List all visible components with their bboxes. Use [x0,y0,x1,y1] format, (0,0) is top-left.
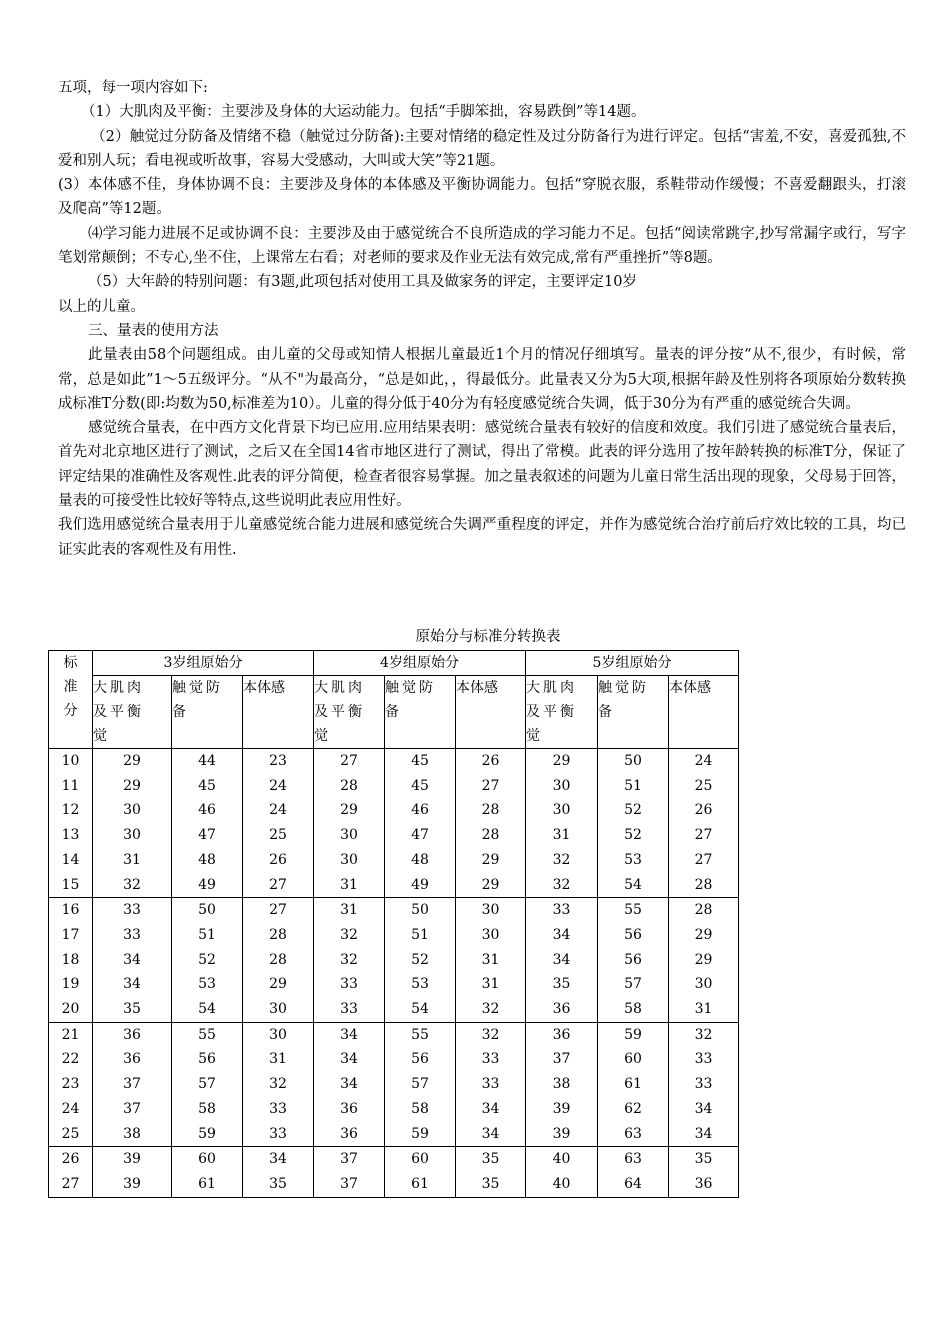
standard-score-cell [49,749,93,898]
table-cell-value: 36 [123,1026,141,1043]
paragraph-application: 感觉统合量表，在中西方文化背景下均已应用.应用结果表明：感觉统合量表有较好的信度和效度。我们引进了感觉统合量表后，首先对北京地区进行了测试，之后又在全国14省市地区进行了测试，得出了常模。此表的评分选用了按年龄转换的标准T分，保证了评定结果的准确性及客观性.此表的评分简便，检查者很容易掌握。加之量表叙述的问题为儿童日常生活出现的现象，父母易于回答，量表的可接受性比较好等特点,这些说明此表应用性好。 [58,420,906,510]
table-cell-value: 33 [694,1051,713,1068]
table-cell-value: 33 [123,926,141,943]
table-cell-value: 55 [198,1026,216,1043]
table-cell-value: 36 [123,1051,141,1068]
header-group-3yr: 3岁组原始分 [93,651,314,676]
subheader-tactile-defense [172,676,243,749]
table-cell-value: 39 [552,1100,571,1117]
table-cell-value: 54 [624,876,642,893]
table-cell-value: 32 [340,951,358,968]
header-standard-line: 分 [63,703,78,719]
table-cell-value: 32 [269,1076,287,1093]
table-cell-value: 29 [481,876,500,893]
table-cell-value: 12 [61,802,80,819]
table-cell-value: 35 [123,1001,141,1018]
conversion-table [48,650,739,1198]
subheader-line: 大肌肉 [314,680,365,696]
table-cell-value: 23 [269,753,287,769]
raw-score-cell [93,749,172,898]
table-block-row [49,898,739,1023]
table-cell-value: 55 [411,1026,429,1043]
table-cell-value: 29 [269,976,287,993]
table-cell-value: 60 [198,1151,216,1168]
table-cell-value: 25 [694,777,713,794]
table-cell-value: 26 [61,1151,80,1168]
paragraph-item-2: （2）触觉过分防备及情绪不稳（触觉过分防备):主要对情绪的稳定性及过分防备行为进行评定。包括“害羞,不安，喜爱孤独,不爱和别人玩；看电视或听故事，容易大受感动，大叫或大笑”等21题。 [58,128,906,169]
table-cell-value: 56 [411,1051,429,1068]
table-cell-value: 33 [340,976,358,993]
table-cell-value: 40 [552,1175,571,1192]
table-cell-value: 31 [694,1001,713,1018]
table-cell-value: 50 [624,753,642,769]
table-cell-value: 29 [340,802,358,819]
raw-score-cell [456,1022,526,1147]
subheader-gross-motor [314,676,385,749]
table-cell-value: 35 [552,976,571,993]
table-cell-value: 59 [624,1026,642,1043]
table-cell-value: 58 [624,1001,642,1018]
table-cell-value: 47 [411,827,429,844]
table-cell-value: 39 [123,1175,141,1192]
table-cell-value: 40 [552,1151,571,1168]
header-standard-line: 标 [63,655,78,671]
subheader-line: 觉 [314,728,331,744]
raw-score-cell [598,749,669,898]
table-cell-value: 13 [61,827,80,844]
raw-score-cell [243,1147,314,1197]
raw-score-cell [526,749,598,898]
table-cell-value: 35 [269,1175,287,1192]
table-cell-value: 33 [481,1076,500,1093]
raw-score-cell [385,1147,456,1197]
table-cell-value: 64 [624,1175,642,1192]
raw-score-cell [526,1147,598,1197]
table-cell-value: 27 [340,753,358,769]
table-cell-value: 36 [340,1100,358,1117]
table-cell-value: 29 [123,753,141,769]
table-cell-value: 24 [269,802,287,819]
raw-score-cell [456,749,526,898]
table-cell-value: 52 [624,802,642,819]
table-cell-value: 45 [198,777,216,794]
raw-score-cell [456,898,526,1023]
raw-score-cell [314,749,385,898]
subheader-line: 触觉防 [172,680,223,696]
table-cell-value: 30 [269,1001,287,1018]
table-cell-value: 36 [552,1001,571,1018]
raw-score-cell [314,898,385,1023]
table-cell-value: 36 [340,1125,358,1142]
table-cell-value: 10 [61,753,80,769]
subheader-line: 备 [172,704,189,720]
table-cell-value: 34 [481,1125,500,1142]
raw-score-cell [93,1147,172,1197]
raw-score-cell [172,898,243,1023]
raw-score-cell [598,1022,669,1147]
table-cell-value: 51 [411,926,429,943]
table-cell-value: 33 [552,902,571,919]
table-cell-value: 39 [123,1151,141,1168]
table-cell-value: 46 [411,802,429,819]
subheader-line: 本体感 [669,680,711,696]
table-cell-value: 28 [340,777,358,794]
table-cell-value: 56 [624,951,642,968]
table-cell-value: 30 [694,976,713,993]
header-standard-score [49,651,93,749]
table-cell-value: 61 [198,1175,216,1192]
subheader-line: 触觉防 [598,680,649,696]
table-cell-value: 34 [694,1125,713,1142]
header-group-5yr: 5岁组原始分 [526,651,739,676]
raw-score-cell [526,898,598,1023]
table-cell-value: 34 [340,1026,358,1043]
table-cell-value: 27 [269,876,287,893]
raw-score-cell [456,1147,526,1197]
table-cell-value: 29 [694,951,713,968]
subheader-proprioception [456,676,526,749]
table-cell-value: 37 [340,1175,358,1192]
table-cell-value: 27 [481,777,500,794]
table-cell-value: 29 [552,753,571,769]
table-cell-value: 51 [624,777,642,794]
raw-score-cell [243,749,314,898]
table-cell-value: 58 [198,1100,216,1117]
table-cell-value: 59 [198,1125,216,1142]
table-cell-value: 33 [123,902,141,919]
table-cell-value: 52 [198,951,216,968]
subheader-proprioception [669,676,739,749]
table-cell-value: 22 [61,1051,80,1068]
table-cell-value: 51 [198,926,216,943]
table-cell-value: 28 [269,926,287,943]
table-cell-value: 49 [411,876,429,893]
table-cell-value: 24 [61,1100,80,1117]
raw-score-cell [526,1022,598,1147]
table-cell-value: 25 [61,1125,80,1142]
raw-score-cell [385,749,456,898]
header-row-groups [49,651,739,676]
paragraph-item-3: (3）本体感不佳，身体协调不良：主要涉及身体的本体感及平衡协调能力。包括“穿脱衣服，系鞋带动作缓慢；不喜爱翻跟头，打滚及爬高”等12题。 [58,177,906,218]
standard-score-cell [49,1022,93,1147]
table-cell-value: 18 [61,951,80,968]
table-cell-value: 27 [694,827,713,844]
subheader-line: 及平衡 [93,704,144,720]
table-cell-value: 62 [624,1100,642,1117]
table-cell-value: 49 [198,876,216,893]
table-cell-value: 28 [481,802,500,819]
table-cell-value: 50 [198,902,216,919]
table-cell-value: 56 [198,1051,216,1068]
subheader-line: 及平衡 [314,704,365,720]
header-row-subscales [49,676,739,749]
table-cell-value: 52 [411,951,429,968]
subheader-line: 备 [385,704,402,720]
table-cell-value: 61 [411,1175,429,1192]
table-cell-value: 29 [123,777,141,794]
table-cell-value: 33 [269,1125,287,1142]
header-group-4yr: 4岁组原始分 [314,651,526,676]
table-cell-value: 60 [624,1051,642,1068]
table-cell-value: 34 [340,1051,358,1068]
table-cell-value: 26 [694,802,713,819]
table-cell-value: 28 [481,827,500,844]
table-cell-value: 28 [269,951,287,968]
table-cell-value: 47 [198,827,216,844]
table-cell-value: 33 [269,1100,287,1117]
table-cell-value: 35 [694,1151,713,1168]
table-cell-value: 46 [198,802,216,819]
table-cell-value: 24 [694,753,713,769]
table-cell-value: 37 [123,1100,141,1117]
raw-score-cell [385,898,456,1023]
section-heading: 三、量表的使用方法 [88,322,219,339]
table-cell-value: 30 [481,902,500,919]
raw-score-cell [314,1022,385,1147]
subheader-gross-motor [93,676,172,749]
table-cell-value: 32 [340,926,358,943]
table-cell-value: 30 [340,827,358,844]
table-cell-value: 44 [198,753,216,769]
document-page [58,76,906,1192]
table-cell-value: 29 [481,851,500,868]
raw-score-cell [172,1022,243,1147]
table-cell-value: 32 [481,1026,500,1043]
table-cell-value: 30 [340,851,358,868]
table-cell-value: 30 [552,777,571,794]
table-cell-value: 31 [123,851,141,868]
table-cell-value: 20 [61,1001,80,1018]
table-cell-value: 53 [624,851,642,868]
table-cell-value: 61 [624,1076,642,1093]
raw-score-cell [669,749,739,898]
table-cell-value: 30 [269,1026,287,1043]
table-cell-value: 31 [269,1051,287,1068]
raw-score-cell [669,1147,739,1197]
table-cell-value: 19 [61,976,80,993]
table-cell-value: 11 [61,777,80,794]
paragraph-item-4: ⑷学习能力进展不足或协调不良：主要涉及由于感觉统合不良所造成的学习能力不足。包括“阅读常跳字,抄写常漏字或行，写字笔划常颠倒；不专心,坐不住，上课常左右看；对老师的要求及作业无法有效完成,常有严重挫折”等8题。 [58,225,906,267]
table-cell-value: 36 [552,1026,571,1043]
standard-score-cell [49,1147,93,1197]
subheader-line: 本体感 [243,680,285,696]
table-cell-value: 57 [624,976,642,993]
paragraph-item-5: （5）大年龄的特别问题：有3题,此项包括对使用工具及做家务的评定，主要评定10岁 [88,274,638,291]
table-cell-value: 31 [481,976,500,993]
raw-score-cell [243,898,314,1023]
subheader-line: 触觉防 [385,680,436,696]
table-cell-value: 56 [624,926,642,943]
raw-score-cell [93,898,172,1023]
table-cell-value: 27 [269,902,287,919]
table-cell-value: 32 [123,876,141,893]
table-block-row [49,749,739,898]
table-cell-value: 34 [481,1100,500,1117]
table-cell-value: 31 [481,951,500,968]
subheader-gross-motor [526,676,598,749]
table-cell-value: 27 [694,851,713,868]
table-cell-value: 48 [411,851,429,868]
table-cell-value: 28 [694,876,713,893]
table-cell-value: 14 [61,851,80,868]
table-caption: 原始分与标准分转换表 [415,629,561,645]
subheader-proprioception [243,676,314,749]
subheader-line: 及平衡 [526,704,577,720]
table-cell-value: 30 [552,802,571,819]
table-cell-value: 34 [269,1151,287,1168]
table-cell-value: 31 [340,902,358,919]
table-cell-value: 17 [61,926,80,943]
table-cell-value: 55 [624,902,642,919]
table-cell-value: 15 [61,876,80,893]
raw-score-cell [669,1022,739,1147]
table-cell-value: 36 [694,1175,713,1192]
table-cell-value: 48 [198,851,216,868]
table-cell-value: 52 [624,827,642,844]
table-cell-value: 30 [481,926,500,943]
table-cell-value: 31 [552,827,571,844]
raw-score-cell [172,1147,243,1197]
table-cell-value: 26 [269,851,287,868]
table-cell-value: 39 [552,1125,571,1142]
table-cell-value: 34 [123,951,141,968]
table-cell-value: 38 [552,1076,571,1093]
table-cell-value: 34 [552,951,571,968]
table-cell-value: 53 [411,976,429,993]
table-cell-value: 34 [694,1100,713,1117]
raw-score-cell [669,898,739,1023]
table-cell-value: 37 [340,1151,358,1168]
table-cell-value: 54 [198,1001,216,1018]
table-cell-value: 32 [694,1026,713,1043]
table-block-row [49,1147,739,1197]
table-cell-value: 45 [411,753,429,769]
raw-score-cell [172,749,243,898]
table-body [49,749,739,1198]
table-cell-value: 32 [552,851,571,868]
table-cell-value: 34 [340,1076,358,1093]
table-block-row [49,1022,739,1147]
table-cell-value: 54 [411,1001,429,1018]
table-cell-value: 34 [552,926,571,943]
paragraph-usage: 此量表由58个问题组成。由儿童的父母或知情人根据儿童最近1个月的情况仔细填写。量表的评分按“从不,很少，有时候，常常，总是如此”1～5五级评分。“从不"为最高分，“总是如此，，得最低分。此量表又分为5大项,根据年龄及性别将各项原始分数转换成标准T分数(即:均数为50,标准差为10）。儿童的得分低于40分为有轻度感觉统合失调，低于30分为有严重的感觉统合失调。 [58,347,906,412]
table-cell-value: 31 [340,876,358,893]
table-cell-value: 58 [411,1100,429,1117]
standard-score-cell [49,898,93,1023]
paragraph-intro: 五项，每一项内容如下: [58,80,208,96]
table-cell-value: 35 [481,1151,500,1168]
table-cell-value: 50 [411,902,429,919]
table-cell-value: 30 [123,802,141,819]
table-cell-value: 32 [481,1001,500,1018]
table-cell-value: 25 [269,827,287,844]
subheader-line: 本体感 [456,680,498,696]
table-cell-value: 63 [624,1125,642,1142]
raw-score-cell [598,898,669,1023]
subheader-line: 大肌肉 [93,680,144,696]
table-cell-value: 37 [123,1076,141,1093]
header-standard-line: 准 [63,679,78,695]
table-cell-value: 30 [123,827,141,844]
table-cell-value: 24 [269,777,287,794]
table-cell-value: 21 [61,1026,80,1043]
table-cell-value: 59 [411,1125,429,1142]
table-cell-value: 57 [198,1076,216,1093]
table-cell-value: 53 [198,976,216,993]
subheader-line: 备 [598,704,615,720]
raw-score-cell [93,1022,172,1147]
raw-score-cell [243,1022,314,1147]
table-cell-value: 45 [411,777,429,794]
table-cell-value: 57 [411,1076,429,1093]
table-cell-value: 63 [624,1151,642,1168]
raw-score-cell [598,1147,669,1197]
table-cell-value: 16 [61,902,80,919]
table-cell-value: 27 [61,1175,80,1192]
paragraph-conclusion: 我们选用感觉统合量表用于儿童感觉统合能力进展和感觉统合失调严重程度的评定，并作为感觉统合治疗前后疗效比较的工具，均已证实此表的客观性及有用性. [58,517,906,558]
table-cell-value: 33 [694,1076,713,1093]
table-cell-value: 32 [552,876,571,893]
subheader-tactile-defense [598,676,669,749]
subheader-line: 觉 [93,728,110,744]
paragraph-item-5-cont: 以上的儿童。 [58,298,145,315]
subheader-line: 觉 [526,728,543,744]
table-cell-value: 23 [61,1076,80,1093]
subheader-line: 大肌肉 [526,680,577,696]
paragraph-item-1: （1）大肌肉及平衡：主要涉及身体的大运动能力。包括“手脚笨拙，容易跌倒”等14题。 [81,104,646,121]
table-cell-value: 28 [694,902,713,919]
table-cell-value: 26 [481,753,500,769]
table-cell-value: 35 [481,1175,500,1192]
table-cell-value: 33 [481,1051,500,1068]
table-cell-value: 38 [123,1125,141,1142]
table-cell-value: 29 [694,926,713,943]
table-cell-value: 33 [340,1001,358,1018]
raw-score-cell [314,1147,385,1197]
table-cell-value: 37 [552,1051,571,1068]
raw-score-cell [385,1022,456,1147]
subheader-tactile-defense [385,676,456,749]
table-cell-value: 60 [411,1151,429,1168]
table-cell-value: 34 [123,976,141,993]
